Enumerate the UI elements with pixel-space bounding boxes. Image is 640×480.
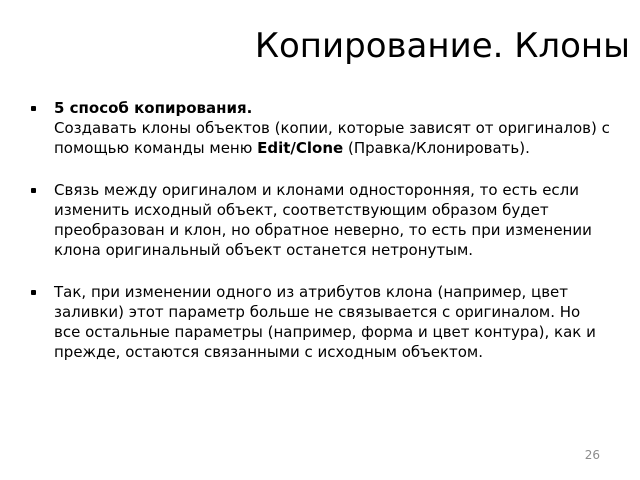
bullet-text: Связь между оригиналом и клонами односторонняя, то есть если изменить исходный объект, соответствующим образом будет преобразован и клон, но обратное неверно, то есть при изменении клона оригинальный объект останется нетронутым. (54, 181, 592, 259)
bullet-list (30, 98, 610, 362)
bullet-icon (31, 290, 36, 295)
page-number: 26 (584, 448, 600, 462)
bullet-item-1 (30, 98, 610, 158)
slide-title: Копирование. Клоны (254, 26, 630, 66)
menu-command: Edit/Clone (257, 139, 344, 157)
bullet-text-after: (Правка/Клонировать). (343, 139, 530, 157)
bullet-heading: 5 способ копирования. (54, 99, 253, 117)
bullet-item-3 (30, 282, 610, 362)
bullet-text (54, 118, 610, 158)
bullet-text: Так, при изменении одного из атрибутов клона (например, цвет заливки) этот параметр больше не связывается с оригиналом. Но все остальные параметры (например, форма и цвет контура), как и прежде, остаются связанными с исходным объектом. (54, 283, 596, 361)
bullet-item-2 (30, 180, 610, 260)
bullet-icon (31, 106, 36, 111)
bullet-icon (31, 188, 36, 193)
bullet-text-before: Создавать клоны объектов (копии, которые зависят от оригиналов) с помощью команды меню (54, 119, 610, 157)
